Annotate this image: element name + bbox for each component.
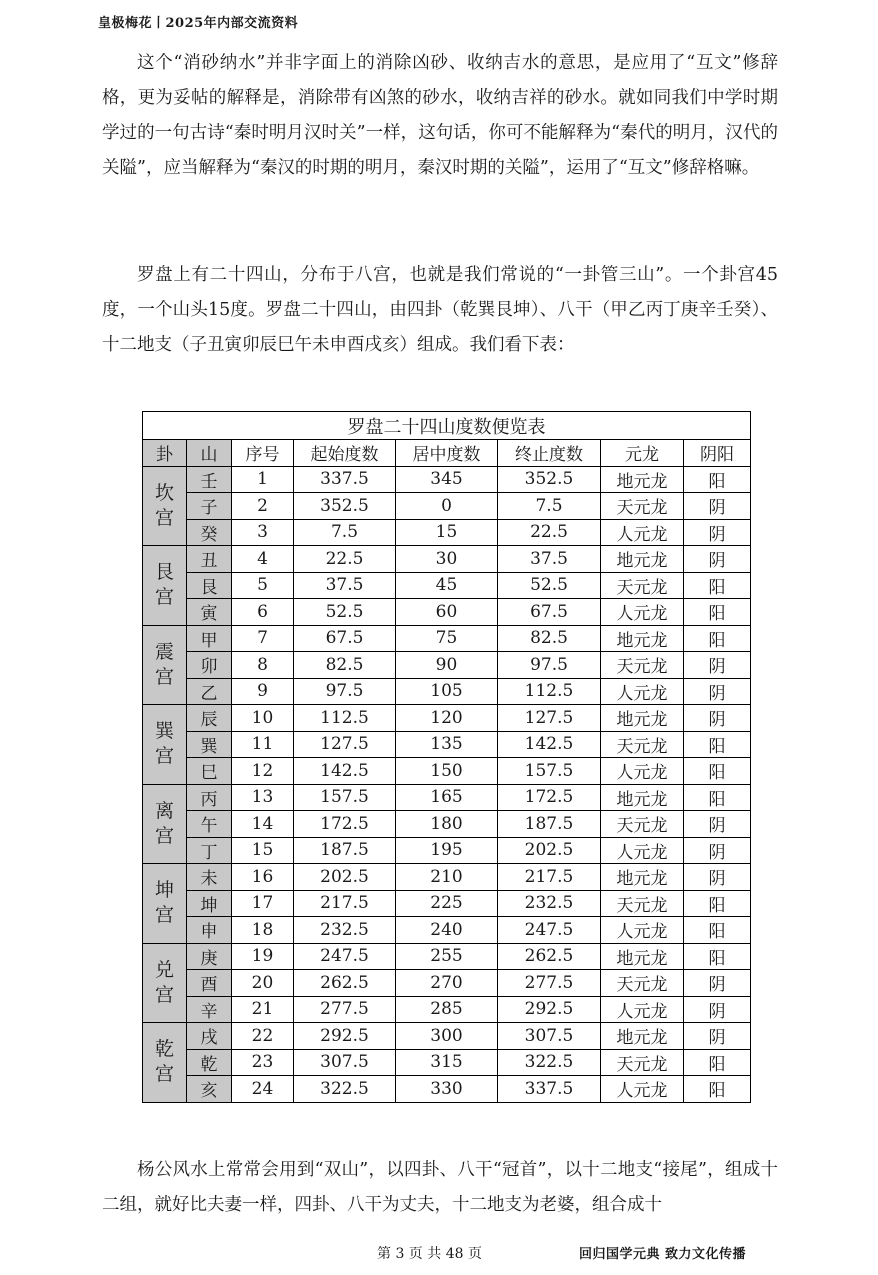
end-degree-cell: 157.5 (498, 758, 601, 785)
start-degree-cell: 232.5 (294, 917, 396, 944)
center-degree-cell: 120 (396, 705, 498, 732)
table-row (143, 1049, 751, 1076)
yinyang-cell: 阳 (684, 731, 751, 758)
gua-palace-char: 宫 (154, 665, 174, 688)
yuanlong-cell: 人元龙 (601, 519, 684, 546)
column-header: 元龙 (601, 440, 684, 467)
mountain-cell: 申 (187, 917, 232, 944)
column-header: 终止度数 (498, 440, 601, 467)
table-row (143, 625, 751, 652)
yinyang-cell: 阴 (684, 996, 751, 1023)
end-degree-cell: 67.5 (498, 599, 601, 626)
end-degree-cell: 187.5 (498, 811, 601, 838)
yuanlong-cell: 人元龙 (601, 1076, 684, 1103)
start-degree-cell: 52.5 (294, 599, 396, 626)
table-row (143, 943, 751, 970)
gua-palace-char: 兑 (154, 958, 174, 981)
yuanlong-cell: 人元龙 (601, 758, 684, 785)
center-degree-cell: 345 (396, 466, 498, 493)
table-row (143, 599, 751, 626)
page-header: 皇极梅花丨2025年内部交流资料 (98, 16, 299, 31)
mountain-cell: 未 (187, 864, 232, 891)
mountain-cell: 酉 (187, 970, 232, 997)
gua-palace-char: 坤 (154, 879, 174, 902)
index-cell: 3 (232, 519, 294, 546)
start-degree-cell: 277.5 (294, 996, 396, 1023)
index-cell: 15 (232, 837, 294, 864)
end-degree-cell: 37.5 (498, 546, 601, 573)
index-cell: 12 (232, 758, 294, 785)
gua-palace-char: 艮 (154, 561, 174, 584)
yuanlong-cell: 天元龙 (601, 970, 684, 997)
gua-palace-cell (143, 466, 187, 546)
gua-palace-cell (143, 1023, 187, 1103)
yinyang-cell: 阴 (684, 493, 751, 520)
end-degree-cell: 352.5 (498, 466, 601, 493)
index-cell: 8 (232, 652, 294, 679)
center-degree-cell: 15 (396, 519, 498, 546)
yuanlong-cell: 天元龙 (601, 890, 684, 917)
mountain-cell: 癸 (187, 519, 232, 546)
start-degree-cell: 352.5 (294, 493, 396, 520)
yinyang-cell: 阴 (684, 864, 751, 891)
gua-palace-cell (143, 784, 187, 864)
table-row (143, 1023, 751, 1050)
end-degree-cell: 232.5 (498, 890, 601, 917)
mountain-cell: 寅 (187, 599, 232, 626)
gua-palace-char: 坎 (154, 481, 174, 504)
center-degree-cell: 240 (396, 917, 498, 944)
end-degree-cell: 82.5 (498, 625, 601, 652)
index-cell: 24 (232, 1076, 294, 1103)
yuanlong-cell: 天元龙 (601, 493, 684, 520)
center-degree-cell: 165 (396, 784, 498, 811)
table-row (143, 678, 751, 705)
start-degree-cell: 322.5 (294, 1076, 396, 1103)
table-row (143, 784, 751, 811)
yuanlong-cell: 地元龙 (601, 466, 684, 493)
mountain-cell: 乾 (187, 1049, 232, 1076)
yuanlong-cell: 人元龙 (601, 837, 684, 864)
gua-palace-char: 离 (154, 799, 174, 822)
yuanlong-cell: 人元龙 (601, 678, 684, 705)
gua-palace-cell (143, 705, 187, 785)
table-row (143, 1076, 751, 1103)
table-row (143, 705, 751, 732)
end-degree-cell: 22.5 (498, 519, 601, 546)
table-row (143, 970, 751, 997)
yinyang-cell: 阳 (684, 943, 751, 970)
index-cell: 5 (232, 572, 294, 599)
yinyang-cell: 阳 (684, 599, 751, 626)
index-cell: 14 (232, 811, 294, 838)
start-degree-cell: 157.5 (294, 784, 396, 811)
yinyang-cell: 阳 (684, 466, 751, 493)
center-degree-cell: 210 (396, 864, 498, 891)
yinyang-cell: 阴 (684, 970, 751, 997)
table-row (143, 652, 751, 679)
mountain-cell: 丁 (187, 837, 232, 864)
start-degree-cell: 262.5 (294, 970, 396, 997)
start-degree-cell: 7.5 (294, 519, 396, 546)
center-degree-cell: 135 (396, 731, 498, 758)
gua-palace-char: 宫 (154, 983, 174, 1006)
yuanlong-cell: 地元龙 (601, 625, 684, 652)
start-degree-cell: 112.5 (294, 705, 396, 732)
start-degree-cell: 142.5 (294, 758, 396, 785)
table-row (143, 466, 751, 493)
end-degree-cell: 262.5 (498, 943, 601, 970)
center-degree-cell: 30 (396, 546, 498, 573)
end-degree-cell: 277.5 (498, 970, 601, 997)
center-degree-cell: 255 (396, 943, 498, 970)
yuanlong-cell: 地元龙 (601, 705, 684, 732)
center-degree-cell: 75 (396, 625, 498, 652)
index-cell: 17 (232, 890, 294, 917)
yinyang-cell: 阳 (684, 758, 751, 785)
start-degree-cell: 67.5 (294, 625, 396, 652)
column-header: 阴阳 (684, 440, 751, 467)
end-degree-cell: 52.5 (498, 572, 601, 599)
gua-palace-char: 宫 (154, 745, 174, 768)
table-row (143, 519, 751, 546)
yuanlong-cell: 人元龙 (601, 917, 684, 944)
start-degree-cell: 172.5 (294, 811, 396, 838)
end-degree-cell: 97.5 (498, 652, 601, 679)
index-cell: 19 (232, 943, 294, 970)
yinyang-cell: 阳 (684, 572, 751, 599)
yuanlong-cell: 天元龙 (601, 731, 684, 758)
end-degree-cell: 112.5 (498, 678, 601, 705)
index-cell: 13 (232, 784, 294, 811)
index-cell: 6 (232, 599, 294, 626)
center-degree-cell: 285 (396, 996, 498, 1023)
gua-palace-cell (143, 864, 187, 944)
index-cell: 10 (232, 705, 294, 732)
start-degree-cell: 127.5 (294, 731, 396, 758)
yinyang-cell: 阳 (684, 1049, 751, 1076)
page-number: 第 3 页 共 48 页 (377, 1246, 482, 1262)
yuanlong-cell: 地元龙 (601, 864, 684, 891)
start-degree-cell: 187.5 (294, 837, 396, 864)
mountain-cell: 丙 (187, 784, 232, 811)
column-header: 序号 (232, 440, 294, 467)
mountain-cell: 辰 (187, 705, 232, 732)
center-degree-cell: 180 (396, 811, 498, 838)
center-degree-cell: 300 (396, 1023, 498, 1050)
gua-palace-char: 震 (154, 640, 174, 663)
yuanlong-cell: 天元龙 (601, 1049, 684, 1076)
mountain-cell: 艮 (187, 572, 232, 599)
yuanlong-cell: 天元龙 (601, 572, 684, 599)
yinyang-cell: 阴 (684, 837, 751, 864)
mountain-cell: 丑 (187, 546, 232, 573)
table-row (143, 864, 751, 891)
end-degree-cell: 217.5 (498, 864, 601, 891)
table-row (143, 811, 751, 838)
yinyang-cell: 阴 (684, 705, 751, 732)
mountain-cell: 亥 (187, 1076, 232, 1103)
mountain-cell: 辛 (187, 996, 232, 1023)
index-cell: 1 (232, 466, 294, 493)
mountain-cell: 午 (187, 811, 232, 838)
start-degree-cell: 217.5 (294, 890, 396, 917)
index-cell: 20 (232, 970, 294, 997)
yuanlong-cell: 天元龙 (601, 652, 684, 679)
start-degree-cell: 82.5 (294, 652, 396, 679)
table-row (143, 917, 751, 944)
index-cell: 4 (232, 546, 294, 573)
table-header-row (143, 440, 751, 467)
index-cell: 2 (232, 493, 294, 520)
yinyang-cell: 阳 (684, 890, 751, 917)
table-row (143, 890, 751, 917)
center-degree-cell: 315 (396, 1049, 498, 1076)
center-degree-cell: 105 (396, 678, 498, 705)
end-degree-cell: 127.5 (498, 705, 601, 732)
paragraph-hu-wen: 这个“消砂纳水”并非字面上的消除凶砂、收纳吉水的意思，是应用了“互文”修辞格，更为妥帖的解释是，消除带有凶煞的砂水，收纳吉祥的砂水。就如同我们中学时期学过的一句古诗“秦时明月汉时关”一样，这句话，你可不能解释为“秦代的明月，汉代的关隘”，应当解释为“秦汉的时期的明月，秦汉时期的关隘”，运用了“互文”修辞格嘛。 (102, 53, 778, 178)
luopan-degree-table (142, 411, 751, 1103)
mountain-cell: 庚 (187, 943, 232, 970)
mountain-cell: 戌 (187, 1023, 232, 1050)
gua-palace-char: 宫 (154, 586, 174, 609)
mountain-cell: 壬 (187, 466, 232, 493)
start-degree-cell: 292.5 (294, 1023, 396, 1050)
table-row (143, 572, 751, 599)
gua-palace-char: 宫 (154, 824, 174, 847)
index-cell: 21 (232, 996, 294, 1023)
center-degree-cell: 60 (396, 599, 498, 626)
table-row (143, 996, 751, 1023)
end-degree-cell: 202.5 (498, 837, 601, 864)
yinyang-cell: 阳 (684, 917, 751, 944)
gua-palace-char: 巽 (154, 720, 174, 743)
center-degree-cell: 195 (396, 837, 498, 864)
table-title: 罗盘二十四山度数便览表 (143, 412, 751, 440)
center-degree-cell: 90 (396, 652, 498, 679)
end-degree-cell: 7.5 (498, 493, 601, 520)
footer-slogan: 回归国学元典 致力文化传播 (579, 1247, 747, 1262)
mountain-cell: 坤 (187, 890, 232, 917)
mountain-cell: 卯 (187, 652, 232, 679)
gua-palace-cell (143, 625, 187, 705)
gua-palace-char: 宫 (154, 1063, 174, 1086)
table-row (143, 493, 751, 520)
start-degree-cell: 22.5 (294, 546, 396, 573)
index-cell: 16 (232, 864, 294, 891)
start-degree-cell: 97.5 (294, 678, 396, 705)
yinyang-cell: 阴 (684, 652, 751, 679)
yuanlong-cell: 人元龙 (601, 599, 684, 626)
yinyang-cell: 阴 (684, 519, 751, 546)
center-degree-cell: 330 (396, 1076, 498, 1103)
yinyang-cell: 阴 (684, 546, 751, 573)
index-cell: 11 (232, 731, 294, 758)
yinyang-cell: 阴 (684, 678, 751, 705)
mountain-cell: 巳 (187, 758, 232, 785)
yuanlong-cell: 地元龙 (601, 784, 684, 811)
center-degree-cell: 225 (396, 890, 498, 917)
index-cell: 7 (232, 625, 294, 652)
yinyang-cell: 阴 (684, 811, 751, 838)
yinyang-cell: 阴 (684, 1023, 751, 1050)
yinyang-cell: 阳 (684, 784, 751, 811)
start-degree-cell: 307.5 (294, 1049, 396, 1076)
yuanlong-cell: 地元龙 (601, 943, 684, 970)
yinyang-cell: 阳 (684, 1076, 751, 1103)
column-header: 起始度数 (294, 440, 396, 467)
gua-palace-cell (143, 943, 187, 1023)
yinyang-cell: 阳 (684, 625, 751, 652)
index-cell: 23 (232, 1049, 294, 1076)
index-cell: 22 (232, 1023, 294, 1050)
table-row (143, 546, 751, 573)
index-cell: 9 (232, 678, 294, 705)
table-row (143, 758, 751, 785)
center-degree-cell: 0 (396, 493, 498, 520)
gua-palace-char: 乾 (154, 1038, 174, 1061)
yuanlong-cell: 地元龙 (601, 1023, 684, 1050)
end-degree-cell: 142.5 (498, 731, 601, 758)
paragraph-shuang-shan: 杨公风水上常常会用到“双山”，以四卦、八干“冠首”，以十二地支“接尾”，组成十二组，就好比夫妻一样，四卦、八干为丈夫，十二地支为老婆，组合成十 (102, 1160, 778, 1215)
start-degree-cell: 37.5 (294, 572, 396, 599)
mountain-cell: 巽 (187, 731, 232, 758)
start-degree-cell: 247.5 (294, 943, 396, 970)
start-degree-cell: 202.5 (294, 864, 396, 891)
yuanlong-cell: 天元龙 (601, 811, 684, 838)
table-row (143, 731, 751, 758)
table-row (143, 837, 751, 864)
start-degree-cell: 337.5 (294, 466, 396, 493)
center-degree-cell: 150 (396, 758, 498, 785)
gua-palace-char: 宫 (154, 904, 174, 927)
end-degree-cell: 292.5 (498, 996, 601, 1023)
mountain-cell: 甲 (187, 625, 232, 652)
center-degree-cell: 270 (396, 970, 498, 997)
column-header: 山 (187, 440, 232, 467)
end-degree-cell: 172.5 (498, 784, 601, 811)
column-header: 卦 (143, 440, 187, 467)
yuanlong-cell: 地元龙 (601, 546, 684, 573)
column-header: 居中度数 (396, 440, 498, 467)
yuanlong-cell: 人元龙 (601, 996, 684, 1023)
gua-palace-cell (143, 546, 187, 626)
end-degree-cell: 307.5 (498, 1023, 601, 1050)
gua-palace-char: 宫 (154, 506, 174, 529)
end-degree-cell: 247.5 (498, 917, 601, 944)
end-degree-cell: 322.5 (498, 1049, 601, 1076)
center-degree-cell: 45 (396, 572, 498, 599)
mountain-cell: 子 (187, 493, 232, 520)
paragraph-twenty-four-mountains: 罗盘上有二十四山，分布于八宫，也就是我们常说的“一卦管三山”。一个卦宫45度，一个山头15度。罗盘二十四山，由四卦（乾巽艮坤）、八干（甲乙丙丁庚辛壬癸）、十二地支（子丑寅卯辰巳午未申酉戌亥）组成。我们看下表： (102, 265, 778, 355)
end-degree-cell: 337.5 (498, 1076, 601, 1103)
index-cell: 18 (232, 917, 294, 944)
mountain-cell: 乙 (187, 678, 232, 705)
